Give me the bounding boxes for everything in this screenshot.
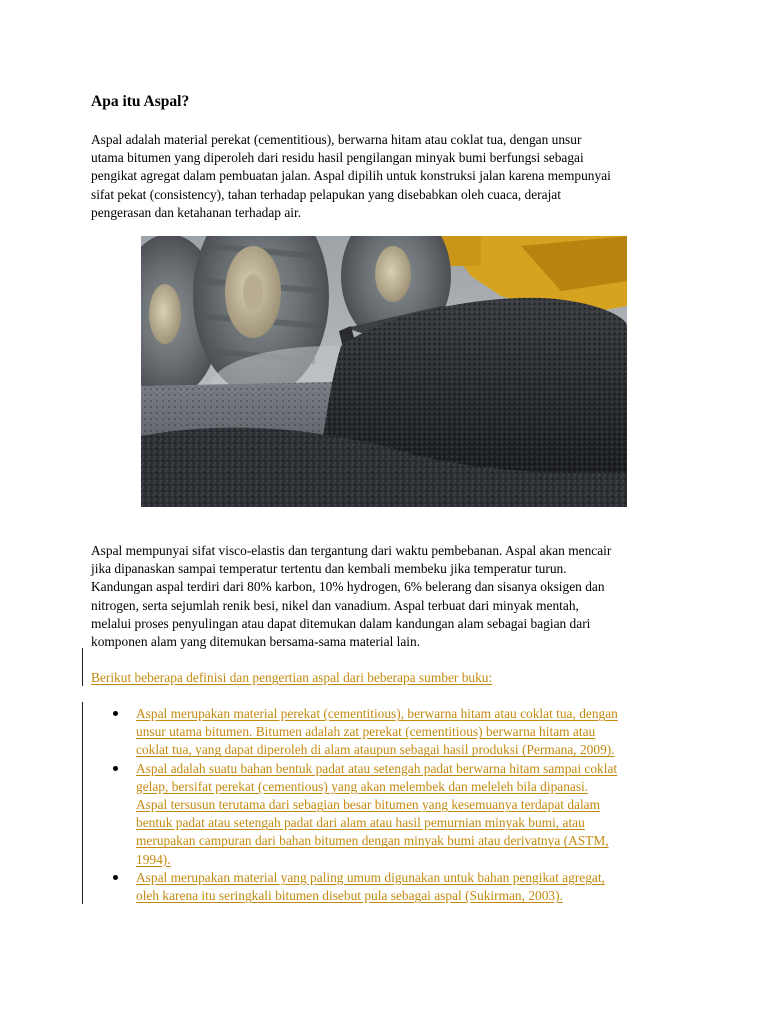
list-item-line: coklat tua, yang dapat diperoleh di alam ataupun sebagai hasil produksi (Permana, 2009). [136, 742, 615, 758]
asphalt-photo [141, 236, 627, 507]
paragraph-line: utama bitumen yang diperoleh dari residu hasil pengilangan minyak bumi berfungsi sebagai [91, 150, 584, 166]
paragraph-line: pengikat agregat dalam pembuatan jalan. Aspal dipilih untuk konstruksi jalan karena mempunyai [91, 168, 611, 184]
paragraph-line: Kandungan aspal terdiri dari 80% karbon, 10% hydrogen, 6% belerang dan sisanya oksigen dan [91, 579, 605, 595]
paragraph-properties [91, 542, 691, 651]
list-item-line: gelap, bersifat perekat (cementious) yang akan melembek dan meleleh bila dipanasi. [136, 778, 589, 794]
paragraph-line: pengerasan dan ketahanan terhadap air. [91, 204, 302, 220]
paragraph-definition [91, 131, 691, 222]
revision-bar [82, 648, 83, 686]
list-item [0, 705, 768, 760]
list-item-line: bentuk padat atau setengah padat dari alam atau hasil pemurnian minyak bumi, atau [136, 815, 585, 831]
paragraph-line: jika dipanaskan sampai temperatur tertentu dan kembali membeku jika temperatur turun. [91, 561, 567, 577]
intro-link-paragraph [91, 669, 492, 687]
list-item-line: Aspal tersusun terutama dari sebagian besar bitumen yang kesemuanya terdapat dalam [136, 797, 601, 813]
paragraph-line: komponen alam yang ditemukan bersama-sama material lain. [91, 634, 421, 650]
definition-link-astm[interactable] [136, 760, 768, 869]
definition-link-permana[interactable] [136, 705, 768, 760]
list-item-line: unsur utama bitumen. Bitumen adalah zat perekat (cementitious) berwarna hitam atau [136, 724, 596, 740]
list-item [0, 869, 768, 905]
definition-list [0, 705, 768, 905]
list-item-line: Aspal merupakan material perekat (cementitious), berwarna hitam atau coklat tua, dengan [136, 706, 618, 721]
bullet-icon [113, 711, 118, 716]
paragraph-line: Aspal adalah material perekat (cementitious), berwarna hitam atau coklat tua, dengan unsur [91, 132, 582, 147]
page-title: Apa itu Aspal? [91, 93, 190, 110]
list-item-line: oleh karena itu seringkali bitumen disebut pula sebagai aspal (Sukirman, 2003). [136, 888, 563, 904]
bullet-icon [113, 766, 118, 771]
list-item-line: Aspal merupakan material yang paling umum digunakan untuk bahan pengikat agregat, [136, 869, 605, 885]
paragraph-line: nitrogen, serta sejumlah renik besi, nikel dan vanadium. Aspal terbuat dari minyak mentah, [91, 597, 579, 613]
list-item-line: Aspal adalah suatu bahan bentuk padat atau setengah padat berwarna hitam sampai coklat [136, 760, 618, 776]
paragraph-line: melalui proses penyulingan atau dapat ditemukan dalam kandungan alam sebagai bagian dari [91, 615, 591, 631]
paragraph-line: Aspal mempunyai sifat visco-elastis dan tergantung dari waktu pembebanan. Aspal akan mencair [91, 543, 612, 558]
list-item [0, 760, 768, 869]
paragraph-line: sifat pekat (consistency), tahan terhadap pelapukan yang disebabkan oleh cuaca, derajat [91, 186, 561, 202]
bullet-icon [113, 875, 118, 880]
definition-link-sukirman[interactable] [136, 869, 768, 905]
list-item-line: merupakan campuran dari bahan bitumen dengan minyak bumi atau derivatnya (ASTM, [136, 833, 609, 849]
list-item-line: 1994). [136, 851, 171, 867]
intro-link[interactable]: Berikut beberapa definisi dan pengertian aspal dari beberapa sumber buku: [91, 670, 493, 685]
